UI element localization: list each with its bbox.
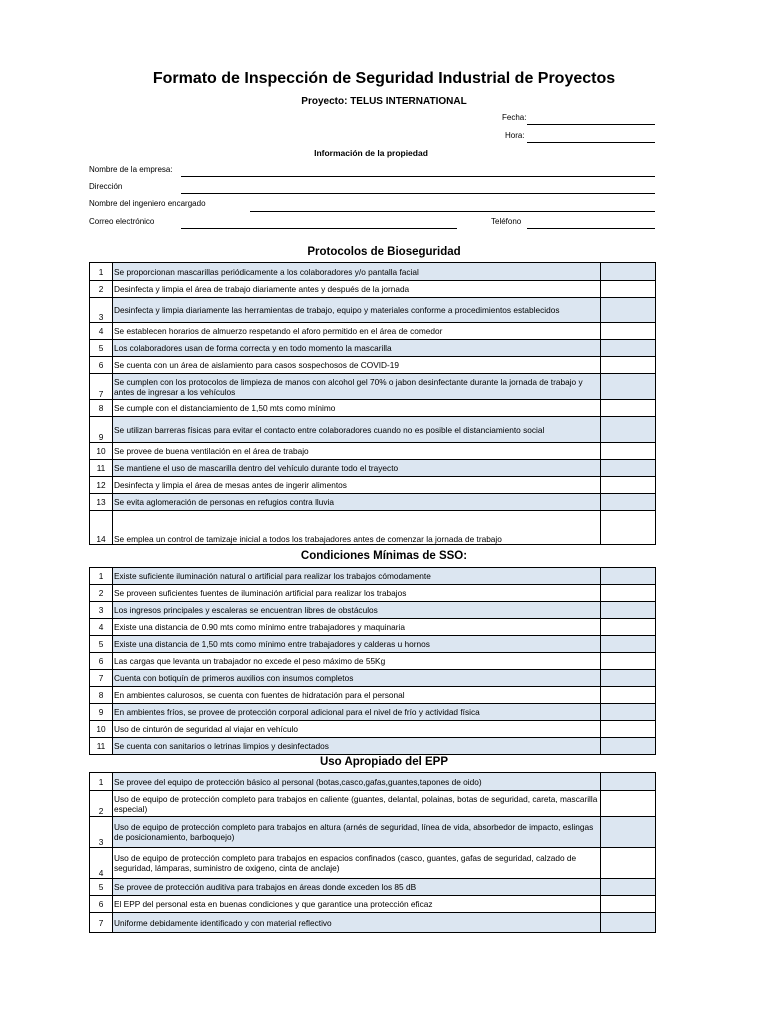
fecha-field[interactable] <box>527 124 655 125</box>
check-cell[interactable] <box>601 619 656 636</box>
table-row <box>90 670 656 687</box>
check-cell[interactable] <box>601 913 656 933</box>
table-row <box>90 653 656 670</box>
item-text: Cuenta con botiquín de primeros auxilios con insumos completos <box>113 670 601 687</box>
item-number: 6 <box>90 357 113 374</box>
item-number: 4 <box>90 619 113 636</box>
item-text: Se provee de buena ventilación en el área de trabajo <box>113 443 601 460</box>
table-row <box>90 817 656 848</box>
table-row <box>90 721 656 738</box>
item-number: 4 <box>90 323 113 340</box>
check-cell[interactable] <box>601 477 656 494</box>
table-row <box>90 298 656 323</box>
table-row <box>90 879 656 896</box>
check-cell[interactable] <box>601 848 656 879</box>
empresa-field[interactable] <box>181 176 655 177</box>
hora-label: Hora: <box>505 131 525 140</box>
check-cell[interactable] <box>601 417 656 443</box>
table-row <box>90 357 656 374</box>
check-cell[interactable] <box>601 460 656 477</box>
item-number: 3 <box>90 298 113 323</box>
item-text: Los colaboradores usan de forma correcta y en todo momento la mascarilla <box>113 340 601 357</box>
check-cell[interactable] <box>601 568 656 585</box>
item-number: 2 <box>90 585 113 602</box>
ingeniero-field[interactable] <box>250 211 655 212</box>
checklist-table-sso <box>89 567 656 755</box>
table-row <box>90 568 656 585</box>
check-cell[interactable] <box>601 653 656 670</box>
item-number: 8 <box>90 687 113 704</box>
item-text: Uso de equipo de protección completo para trabajos en espacios confinados (casco, guantes, gafas de seguridad, calzado de seguridad, lámparas, suministro de oxigeno, cinta de anclaje) <box>113 848 601 879</box>
check-cell[interactable] <box>601 791 656 817</box>
item-number: 1 <box>90 568 113 585</box>
direccion-label: Dirección <box>89 182 123 191</box>
check-cell[interactable] <box>601 879 656 896</box>
telefono-label: Teléfono <box>491 217 522 226</box>
item-text: Se mantiene el uso de mascarilla dentro del vehículo durante todo el trayecto <box>113 460 601 477</box>
table-row <box>90 494 656 511</box>
item-text: Se proporcionan mascarillas periódicamente a los colaboradores y/o pantalla facial <box>113 263 601 281</box>
info-heading: Información de la propiedad <box>314 148 428 158</box>
item-text: Se cumple con el distanciamiento de 1,50 mts como mínimo <box>113 400 601 417</box>
check-cell[interactable] <box>601 281 656 298</box>
item-number: 6 <box>90 653 113 670</box>
check-cell[interactable] <box>601 357 656 374</box>
table-row <box>90 323 656 340</box>
check-cell[interactable] <box>601 896 656 913</box>
table-row <box>90 263 656 281</box>
check-cell[interactable] <box>601 340 656 357</box>
item-text: Uso de cinturón de seguridad al viajar en vehículo <box>113 721 601 738</box>
check-cell[interactable] <box>601 323 656 340</box>
check-cell[interactable] <box>601 602 656 619</box>
fecha-label: Fecha: <box>502 113 527 122</box>
item-text: Desinfecta y limpia el área de mesas antes de ingerir alimentos <box>113 477 601 494</box>
item-text: El EPP del personal esta en buenas condiciones y que garantice una protección eficaz <box>113 896 601 913</box>
table-row <box>90 791 656 817</box>
check-cell[interactable] <box>601 738 656 755</box>
check-cell[interactable] <box>601 687 656 704</box>
ingeniero-label: Nombre del ingeniero encargado <box>89 199 206 208</box>
item-number: 7 <box>90 374 113 400</box>
item-text: Existe una distancia de 0.90 mts como mínimo entre trabajadores y maquinaria <box>113 619 601 636</box>
item-number: 13 <box>90 494 113 511</box>
project-name: Proyecto: TELUS INTERNATIONAL <box>301 96 467 107</box>
checklist-table-bioseguridad <box>89 262 656 545</box>
item-number: 1 <box>90 263 113 281</box>
item-number: 9 <box>90 417 113 443</box>
item-text: Se establecen horarios de almuerzo respetando el aforo permitido en el área de comedor <box>113 323 601 340</box>
item-text: Se provee de protección auditiva para trabajos en áreas donde exceden los 85 dB <box>113 879 601 896</box>
check-cell[interactable] <box>601 400 656 417</box>
item-text: Los ingresos principales y escaleras se encuentran libres de obstáculos <box>113 602 601 619</box>
telefono-field[interactable] <box>527 228 655 229</box>
check-cell[interactable] <box>601 817 656 848</box>
check-cell[interactable] <box>601 263 656 281</box>
check-cell[interactable] <box>601 298 656 323</box>
table-row <box>90 687 656 704</box>
item-number: 3 <box>90 602 113 619</box>
item-number: 11 <box>90 738 113 755</box>
document-title: Formato de Inspección de Seguridad Industrial de Proyectos <box>152 70 616 87</box>
table-row <box>90 896 656 913</box>
table-row <box>90 374 656 400</box>
item-number: 5 <box>90 879 113 896</box>
table-row <box>90 477 656 494</box>
check-cell[interactable] <box>601 704 656 721</box>
item-text: Existe suficiente iluminación natural o artificial para realizar los trabajos cómodamente <box>113 568 601 585</box>
item-text: Desinfecta y limpia diariamente las herramientas de trabajo, equipo y materiales conforme a procedimientos establecidos <box>113 298 601 323</box>
correo-field[interactable] <box>181 228 457 229</box>
empresa-label: Nombre de la empresa: <box>89 165 173 174</box>
section-title-bioseguridad: Protocolos de Bioseguridad <box>307 246 461 258</box>
item-number: 11 <box>90 460 113 477</box>
item-text: En ambientes fríos, se provee de protección corporal adicional para el nivel de frío y actividad física <box>113 704 601 721</box>
item-number: 2 <box>90 791 113 817</box>
item-text: Uniforme debidamente identificado y con material reflectivo <box>113 913 601 933</box>
check-cell[interactable] <box>601 494 656 511</box>
check-cell[interactable] <box>601 374 656 400</box>
table-row <box>90 511 656 545</box>
table-row <box>90 704 656 721</box>
table-row <box>90 738 656 755</box>
table-row <box>90 636 656 653</box>
item-text: Existe una distancia de 1,50 mts como mínimo entre trabajadores y calderas u hornos <box>113 636 601 653</box>
table-row <box>90 281 656 298</box>
item-text: Se proveen suficientes fuentes de iluminación artificial para realizar los trabajos <box>113 585 601 602</box>
table-row <box>90 773 656 791</box>
item-number: 6 <box>90 896 113 913</box>
correo-label: Correo electrónico <box>89 217 155 226</box>
table-row <box>90 619 656 636</box>
table-row <box>90 443 656 460</box>
item-number: 1 <box>90 773 113 791</box>
item-text: Se utilizan barreras físicas para evitar el contacto entre colaboradores cuando no es posible el distanciamiento social <box>113 417 601 443</box>
item-text: Uso de equipo de protección completo para trabajos en altura (arnés de seguridad, línea de vida, absorbedor de impacto, eslingas de posicionamiento, barboquejo) <box>113 817 601 848</box>
item-number: 14 <box>90 511 113 545</box>
item-text: Uso de equipo de protección completo para trabajos en caliente (guantes, delantal, polainas, botas de seguridad, careta, mascarilla especial) <box>113 791 601 817</box>
check-cell[interactable] <box>601 443 656 460</box>
check-cell[interactable] <box>601 511 656 545</box>
item-text: Se cumplen con los protocolos de limpieza de manos con alcohol gel 70% o jabon desinfectante durante la jornada de trabajo y antes de ingresar a los vehículos <box>113 374 601 400</box>
table-row <box>90 400 656 417</box>
item-number: 3 <box>90 817 113 848</box>
item-number: 12 <box>90 477 113 494</box>
table-row <box>90 848 656 879</box>
item-text: En ambientes calurosos, se cuenta con fuentes de hidratación para el personal <box>113 687 601 704</box>
hora-field[interactable] <box>527 142 655 143</box>
check-cell[interactable] <box>601 721 656 738</box>
item-text: Se evita aglomeración de personas en refugios contra lluvia <box>113 494 601 511</box>
item-number: 8 <box>90 400 113 417</box>
check-cell[interactable] <box>601 670 656 687</box>
check-cell[interactable] <box>601 585 656 602</box>
section-title-epp: Uso Apropiado del EPP <box>319 756 448 768</box>
item-text: Se cuenta con sanitarios o letrinas limpios y desinfectados <box>113 738 601 755</box>
item-text: Las cargas que levanta un trabajador no excede el peso máximo de 55Kg <box>113 653 601 670</box>
item-number: 9 <box>90 704 113 721</box>
item-number: 7 <box>90 913 113 933</box>
check-cell[interactable] <box>601 773 656 791</box>
table-row <box>90 340 656 357</box>
checklist-table-epp <box>89 772 656 933</box>
check-cell[interactable] <box>601 636 656 653</box>
item-number: 10 <box>90 721 113 738</box>
item-text: Se cuenta con un área de aislamiento para casos sospechosos de COVID-19 <box>113 357 601 374</box>
table-row <box>90 913 656 933</box>
item-number: 5 <box>90 636 113 653</box>
table-row <box>90 585 656 602</box>
table-row <box>90 602 656 619</box>
item-text: Se emplea un control de tamizaje inicial a todos los trabajadores antes de comenzar la jornada de trabajo <box>113 511 601 545</box>
section-title-sso: Condiciones Mínimas de SSO: <box>300 550 468 562</box>
item-number: 2 <box>90 281 113 298</box>
item-number: 10 <box>90 443 113 460</box>
item-number: 7 <box>90 670 113 687</box>
item-number: 5 <box>90 340 113 357</box>
item-text: Se provee del equipo de protección básico al personal (botas,casco,gafas,guantes,tapones de oido) <box>113 773 601 791</box>
item-text: Desinfecta y limpia el área de trabajo diariamente antes y después de la jornada <box>113 281 601 298</box>
table-row <box>90 417 656 443</box>
table-row <box>90 460 656 477</box>
direccion-field[interactable] <box>181 193 655 194</box>
item-number: 4 <box>90 848 113 879</box>
